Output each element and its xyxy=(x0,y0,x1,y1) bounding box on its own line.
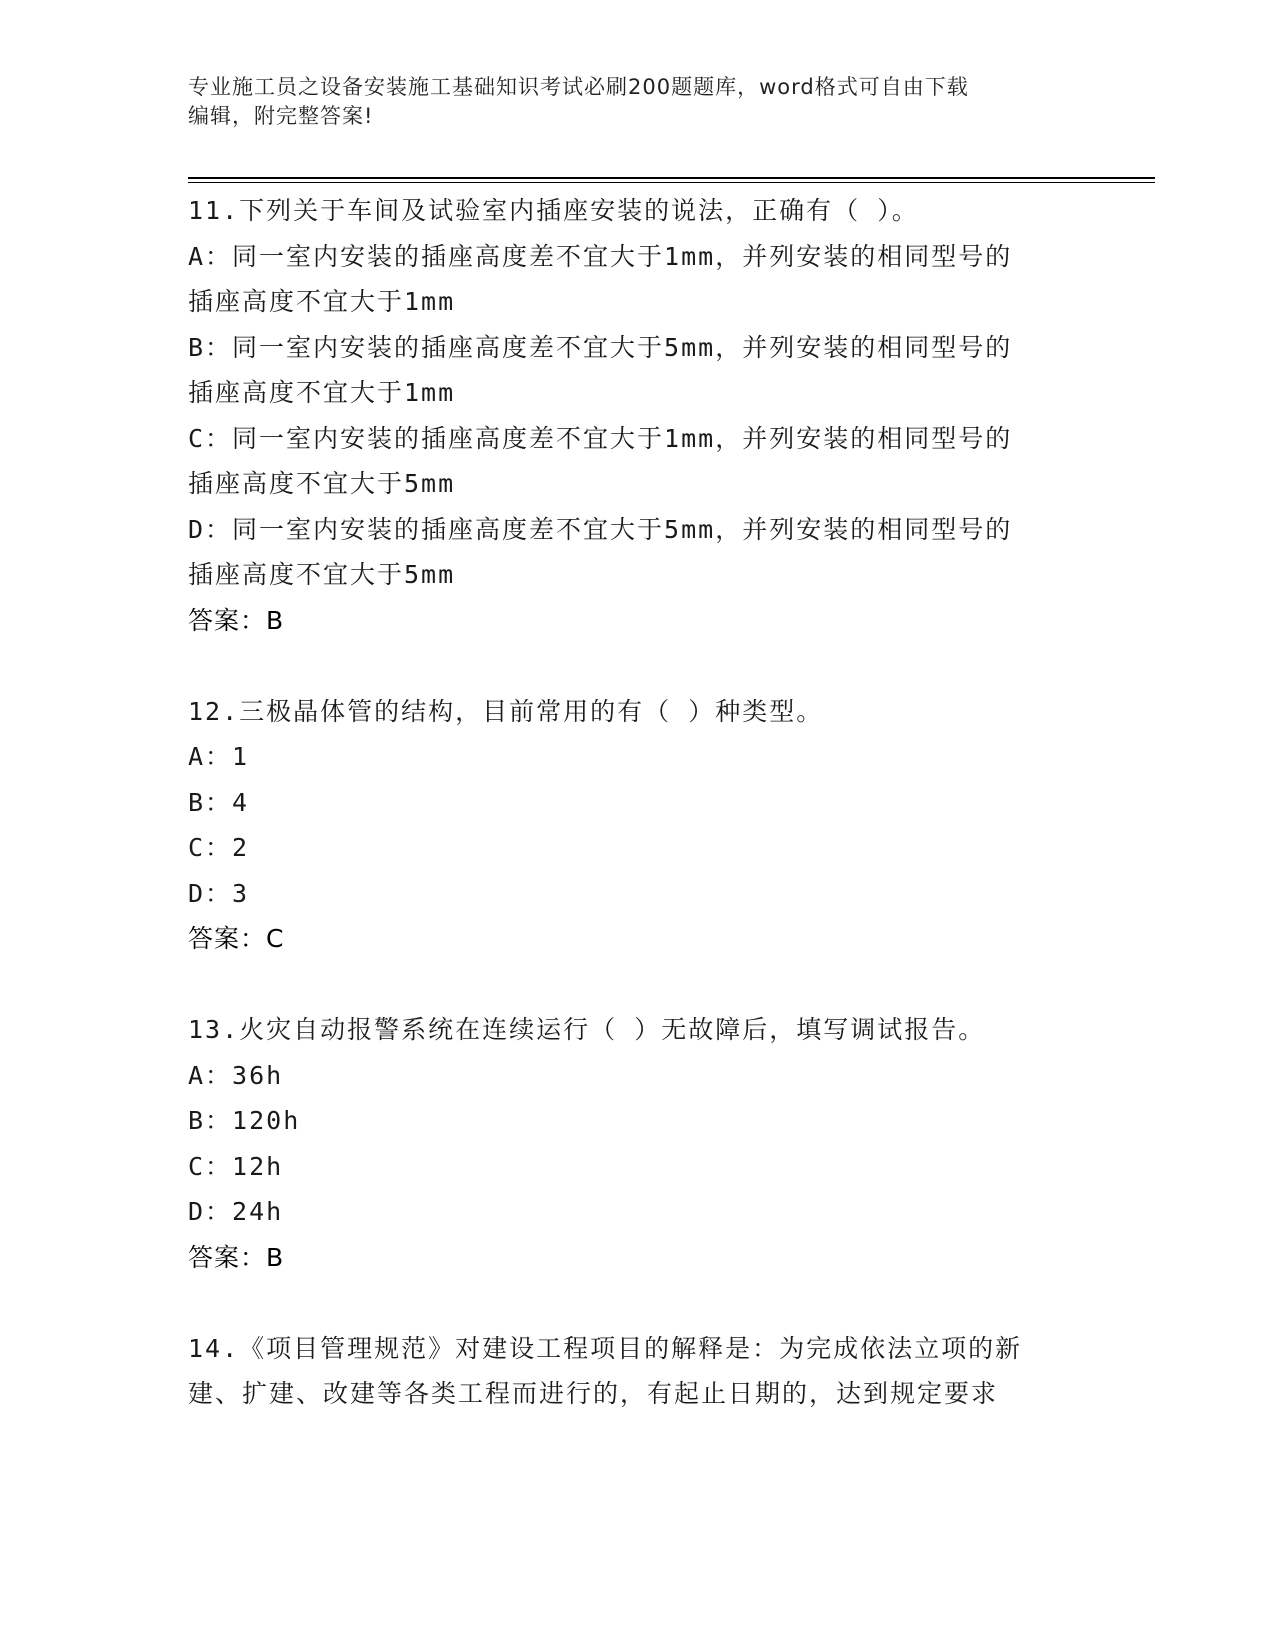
option-b-line-2: 插座高度不宜大于1mm xyxy=(188,378,456,407)
option-b-line-1: B：同一室内安装的插座高度差不宜大于5mm，并列安装的相同型号的 xyxy=(188,332,1013,362)
option-d: D：24h xyxy=(188,1197,284,1226)
answer-label: 答案：B xyxy=(188,1242,285,1272)
option-a: A：36h xyxy=(188,1060,284,1090)
option-a-line-2: 插座高度不宜大于1mm xyxy=(188,287,456,316)
question-spacer xyxy=(188,962,1088,1008)
option-d: D：3 xyxy=(188,878,250,908)
question-14 xyxy=(188,1326,1088,1417)
question-stem: 11.下列关于车间及试验室内插座安装的说法，正确有（ ）。 xyxy=(188,196,919,225)
question-spacer xyxy=(188,1280,1088,1326)
option-d-line-2: 插座高度不宜大于5mm xyxy=(188,560,456,589)
header-title-line-1: 专业施工员之设备安装施工基础知识考试必刷200题题库，word格式可自由下载 xyxy=(188,75,969,99)
option-b: B：4 xyxy=(188,787,250,817)
document-header xyxy=(188,73,1068,131)
option-d-line-1: D：同一室内安装的插座高度差不宜大于5mm，并列安装的相同型号的 xyxy=(188,514,1013,544)
option-b: B：120h xyxy=(188,1106,301,1135)
option-a: A：1 xyxy=(188,742,250,771)
option-a-line-1: A：同一室内安装的插座高度差不宜大于1mm，并列安装的相同型号的 xyxy=(188,241,1013,271)
question-list xyxy=(188,188,1088,1417)
option-c: C：12h xyxy=(188,1151,284,1181)
question-13 xyxy=(188,1007,1088,1280)
answer-label: 答案：C xyxy=(188,924,285,953)
question-stem-line-2: 建、扩建、改建等各类工程而进行的，有起止日期的，达到规定要求 xyxy=(188,1379,999,1408)
question-11 xyxy=(188,188,1088,643)
option-c-line-1: C：同一室内安装的插座高度差不宜大于1mm，并列安装的相同型号的 xyxy=(188,423,1013,453)
option-c: C：2 xyxy=(188,833,250,862)
option-c-line-2: 插座高度不宜大于5mm xyxy=(188,469,456,498)
question-stem: 13.火灾自动报警系统在连续运行（ ）无故障后，填写调试报告。 xyxy=(188,1015,986,1044)
header-title-line-2: 编辑，附完整答案! xyxy=(188,104,374,128)
question-spacer xyxy=(188,643,1088,689)
question-stem: 12.三极晶体管的结构，目前常用的有（ ）种类型。 xyxy=(188,696,824,726)
question-12 xyxy=(188,689,1088,962)
header-divider-thick xyxy=(188,177,1155,179)
question-stem-line-1: 14.《项目管理规范》对建设工程项目的解释是：为完成依法立项的新 xyxy=(188,1333,1023,1363)
answer-label: 答案：B xyxy=(188,605,285,635)
header-divider-thin xyxy=(188,182,1155,183)
